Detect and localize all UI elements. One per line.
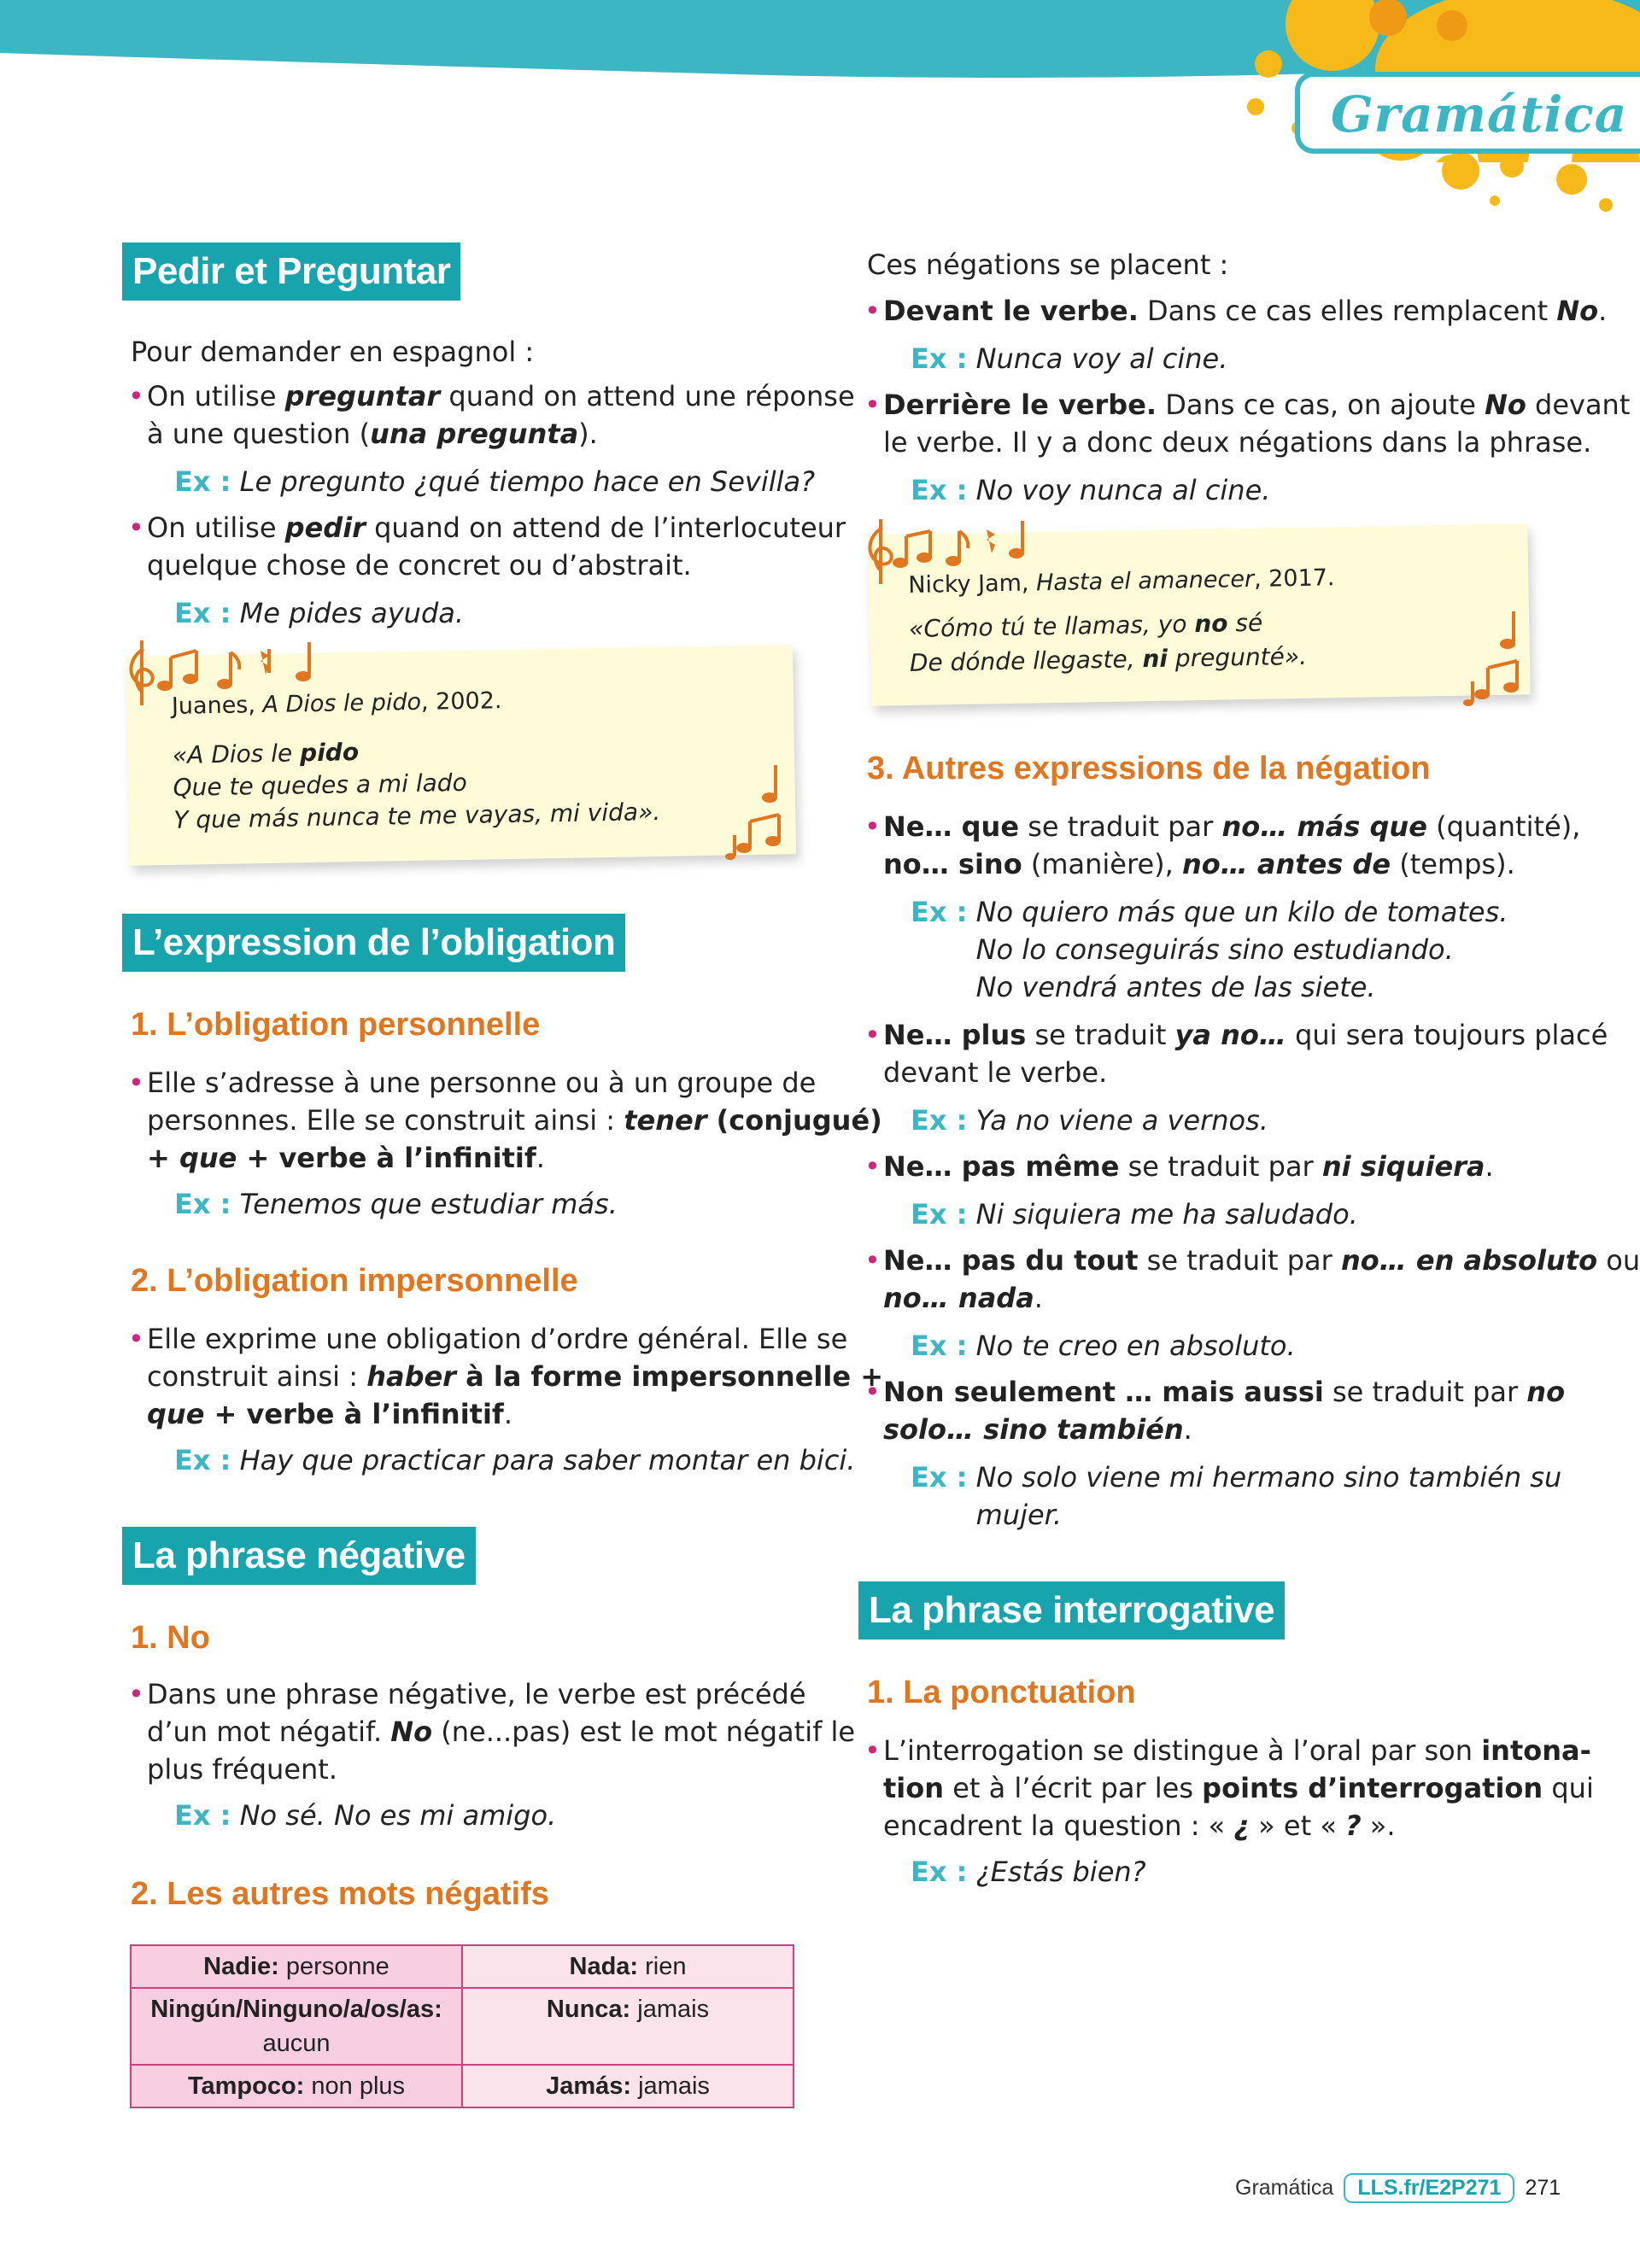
music-notes-icon	[1462, 608, 1531, 710]
placement-example-2: Ex : No voy nunca al cine.	[911, 474, 1271, 506]
table-cell: Tampoco: non plus	[131, 2065, 462, 2107]
negative-bullet-1: • Dans une phrase négative, le verbe est précédé d’un mot négatif. No (ne...pas) est le mot négatif le plus fréquent.	[128, 1675, 855, 1788]
table-cell: Ningún/Ninguno/a/os/as: aucun	[131, 1988, 462, 2065]
table-cell: Nunca: jamais	[462, 1988, 794, 2065]
pedir-example-2: Ex : Me pides ayuda.	[174, 597, 465, 629]
placement-bullet-1: • Devant le verbe. Dans ce cas elles remplacent No.	[864, 292, 1607, 330]
subheading-ponctuation: 1. La ponctuation	[867, 1675, 1136, 1710]
subheading-autres-expressions: 3. Autres expressions de la négation	[867, 751, 1431, 786]
table-row	[131, 1945, 794, 1988]
placement-example-1: Ex : Nunca voy al cine.	[911, 342, 1228, 375]
song-source: Juanes, A Dios le pido, 2002.	[171, 687, 502, 720]
negative-example-1: Ex : No sé. No es mi amigo.	[174, 1799, 557, 1832]
obligation-bullet-1: • Elle s’adresse à une personne ou à un groupe de personnes. Elle se construit ainsi : tener (conjugué) + que + verbe à l’infinitif.	[128, 1064, 882, 1177]
table-row	[131, 2065, 794, 2107]
heading-pedir-preguntar: Pedir et Preguntar	[122, 243, 460, 301]
obligation-example-2: Ex : Hay que practicar para saber montar en bici.	[174, 1444, 856, 1476]
music-notes-icon	[858, 511, 1046, 587]
other-bullet-1: • Ne… que se traduit par no… más que (quantité), no… sino (manière), no… antes de (temps).	[864, 808, 1580, 883]
table-row	[131, 1988, 794, 2065]
other-example-3: Ex : Ni siquiera me ha saludado.	[911, 1198, 1358, 1230]
other-bullet-5: • Non seulement … mais aussi se traduit par no solo… sino también.	[864, 1373, 1565, 1448]
song-source: Nicky Jam, Hasta el amanecer, 2017.	[908, 564, 1335, 599]
table-cell: Nadie: personne	[131, 1945, 462, 1988]
other-example-2: Ex : Ya no viene a vernos.	[911, 1104, 1268, 1137]
heading-phrase-negative: La phrase négative	[122, 1527, 476, 1585]
song-lyric-2: De dónde llegaste, ni pregunté».	[909, 641, 1308, 677]
other-example-5: Ex : No solo viene mi hermano sino también su mujer.	[911, 1461, 1562, 1531]
pedir-bullet-1: • On utilise preguntar quand on attend une réponse à une question (una pregunta).	[128, 377, 855, 453]
interrogative-example-1: Ex : ¿Estás bien?	[911, 1856, 1146, 1888]
section-tab-title: Gramática	[1331, 85, 1628, 143]
table-cell: Jamás: jamais	[462, 2065, 794, 2107]
section-tab	[1295, 72, 1640, 154]
pedir-example-1: Ex : Le pregunto ¿qué tiempo hace en Sevilla?	[174, 465, 816, 498]
footer-section: Gramática	[1235, 2175, 1334, 2200]
song-lyric-2: Que te quedes a mi lado	[173, 768, 467, 802]
song-lyric-1: «A Dios le pido	[172, 738, 360, 769]
other-bullet-3: • Ne… pas même se traduit par ni siquiera.	[864, 1148, 1494, 1185]
placement-intro: Ces négations se placent :	[867, 248, 1229, 281]
heading-phrase-interrogative: La phrase interrogative	[858, 1581, 1285, 1640]
song-lyric-1: «Cómo tú te llamas, yo no sé	[908, 608, 1263, 643]
pedir-bullet-2: • On utilise pedir quand on attend de l’interlocuteur quelque chose de concret ou d’abstrait.	[128, 509, 846, 584]
other-example-1: Ex : No quiero más que un kilo de tomates. No lo conseguirás sino estudiando. No vendrá antes de las siete.	[911, 896, 1508, 1003]
subheading-obligation-personnelle: 1. L’obligation personnelle	[131, 1007, 541, 1043]
music-notes-icon	[120, 632, 342, 709]
heading-obligation: L’expression de l’obligation	[122, 914, 625, 972]
song-lyric-3: Y que más nunca te me vayas, mi vida».	[173, 797, 661, 834]
table-cell: Nada: rien	[462, 1945, 794, 1988]
page-footer	[1235, 2169, 1561, 2207]
subheading-no: 1. No	[131, 1620, 210, 1656]
music-notes-icon	[724, 762, 793, 864]
obligation-bullet-2: • Elle exprime une obligation d’ordre général. Elle se construit ainsi : haber à la forme impersonnelle + que + verbe à l’infinitif.	[128, 1320, 883, 1433]
page-number: 271	[1525, 2175, 1561, 2200]
subheading-autres-mots-negatifs: 2. Les autres mots négatifs	[131, 1876, 549, 1912]
negative-words-table	[130, 1944, 794, 2108]
other-bullet-4: • Ne… pas du tout se traduit par no… en absoluto ou no… nada.	[864, 1242, 1640, 1317]
obligation-example-1: Ex : Tenemos que estudiar más.	[174, 1188, 618, 1220]
subheading-obligation-impersonnelle: 2. L’obligation impersonnelle	[131, 1263, 578, 1299]
footer-link[interactable]: LLS.fr/E2P271	[1344, 2173, 1514, 2203]
interrogative-bullet-1: • L’interrogation se distingue à l’oral par son intona- tion et à l’écrit par les points d’interrogation qui encadrent la question : « ¿ » et « ? ».	[864, 1732, 1594, 1844]
other-bullet-2: • Ne… plus se traduit ya no… qui sera toujours placé devant le verbe.	[864, 1016, 1608, 1091]
placement-bullet-2: • Derrière le verbe. Dans ce cas, on ajoute No devant le verbe. Il y a donc deux négations dans la phrase.	[864, 386, 1630, 461]
pedir-intro: Pour demander en espagnol :	[131, 336, 535, 368]
paint-drops	[1401, 154, 1623, 222]
other-example-4: Ex : No te creo en absoluto.	[911, 1330, 1296, 1362]
